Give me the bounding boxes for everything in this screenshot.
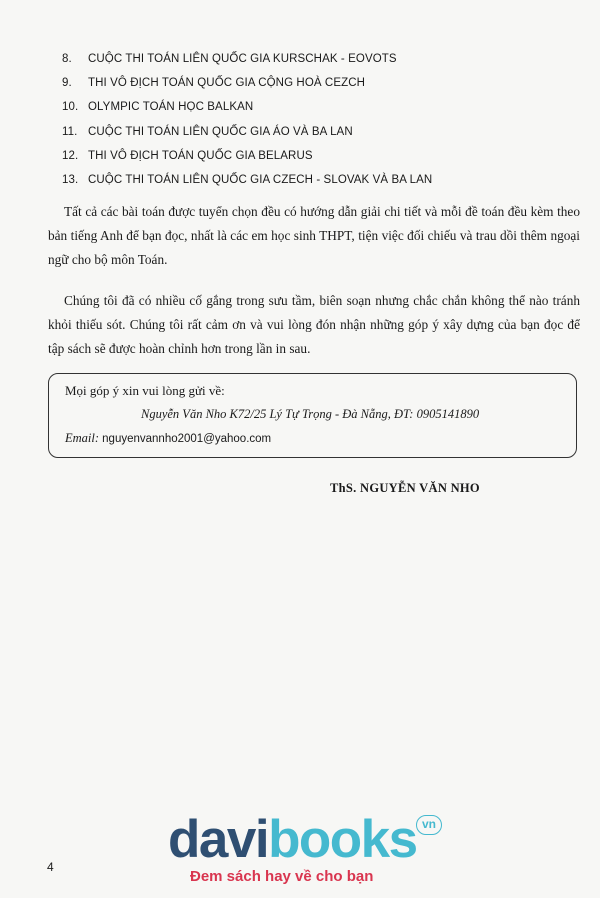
davibooks-logo xyxy=(168,810,458,885)
contact-box xyxy=(48,373,577,458)
list-item-number: 8. xyxy=(62,53,72,65)
intro-paragraph: Tất cả các bài toán được tuyển chọn đều có hướng dẫn giải chi tiết và mỗi đề toán đều kèm theo bản tiếng Anh để bạn đọc, nhất là các em học sinh THPT, tiện việc đối chiếu và trau dồi thêm ngoại ngữ cho bộ môn Toán. xyxy=(48,204,580,267)
list-item-number: 12. xyxy=(62,149,79,162)
contact-address: Nguyễn Văn Nho K72/25 Lý Tự Trọng - Đà Nẵng, ĐT: 0905141890 xyxy=(141,407,480,421)
acknowledgement-paragraph: Chúng tôi đã có nhiều cố gắng trong sưu tầm, biên soạn nhưng chắc chắn không thể nào tránh khỏi thiếu sót. Chúng tôi rất cảm ơn và vui lòng đón nhận những góp ý xây dựng của bạn đọc để tập sách sẽ được hoàn chỉnh hơn trong lần in sau. xyxy=(48,293,580,356)
list-item-number: 10. xyxy=(62,101,79,114)
logo-tagline: Đem sách hay về cho bạn xyxy=(190,868,374,885)
list-item xyxy=(62,74,432,98)
list-item xyxy=(62,171,432,195)
logo-vn-badge: vn xyxy=(416,815,442,835)
list-item-text: CUỘC THI TOÁN LIÊN QUỐC GIA ÁO VÀ BA LAN xyxy=(88,125,353,138)
list-item xyxy=(62,98,432,122)
list-item-number: 13. xyxy=(62,173,79,186)
list-item-text: THI VÔ ĐỊCH TOÁN QUỐC GIA BELARUS xyxy=(88,149,313,162)
contact-intro: Mọi góp ý xin vui lòng gửi về: xyxy=(65,383,225,398)
email-address[interactable]: nguyenvannho2001@yahoo.com xyxy=(102,433,272,445)
email-label: Email: xyxy=(65,431,100,445)
logo-wordmark xyxy=(168,810,458,870)
author-signature: ThS. NGUYỄN VĂN NHO xyxy=(330,481,480,495)
contact-email-line xyxy=(65,431,271,446)
logo-part-davi: davi xyxy=(168,810,269,869)
page-number: 4 xyxy=(47,860,54,874)
list-item-text: OLYMPIC TOÁN HỌC BALKAN xyxy=(88,101,254,114)
list-item-text: THI VÔ ĐỊCH TOÁN QUỐC GIA CỘNG HOÀ CEZCH xyxy=(88,77,366,90)
list-item-text: CUỘC THI TOÁN LIÊN QUỐC GIA KURSCHAK - EOVOTS xyxy=(88,53,397,65)
list-item-number: 9. xyxy=(62,77,72,90)
list-item-number: 11. xyxy=(62,125,78,138)
contest-list xyxy=(62,50,432,195)
list-item xyxy=(62,123,432,147)
list-item xyxy=(62,50,432,74)
list-item-text: CUỘC THI TOÁN LIÊN QUỐC GIA CZECH - SLOVAK VÀ BA LAN xyxy=(88,173,433,186)
list-item xyxy=(62,147,432,171)
logo-part-books: books xyxy=(268,810,417,869)
